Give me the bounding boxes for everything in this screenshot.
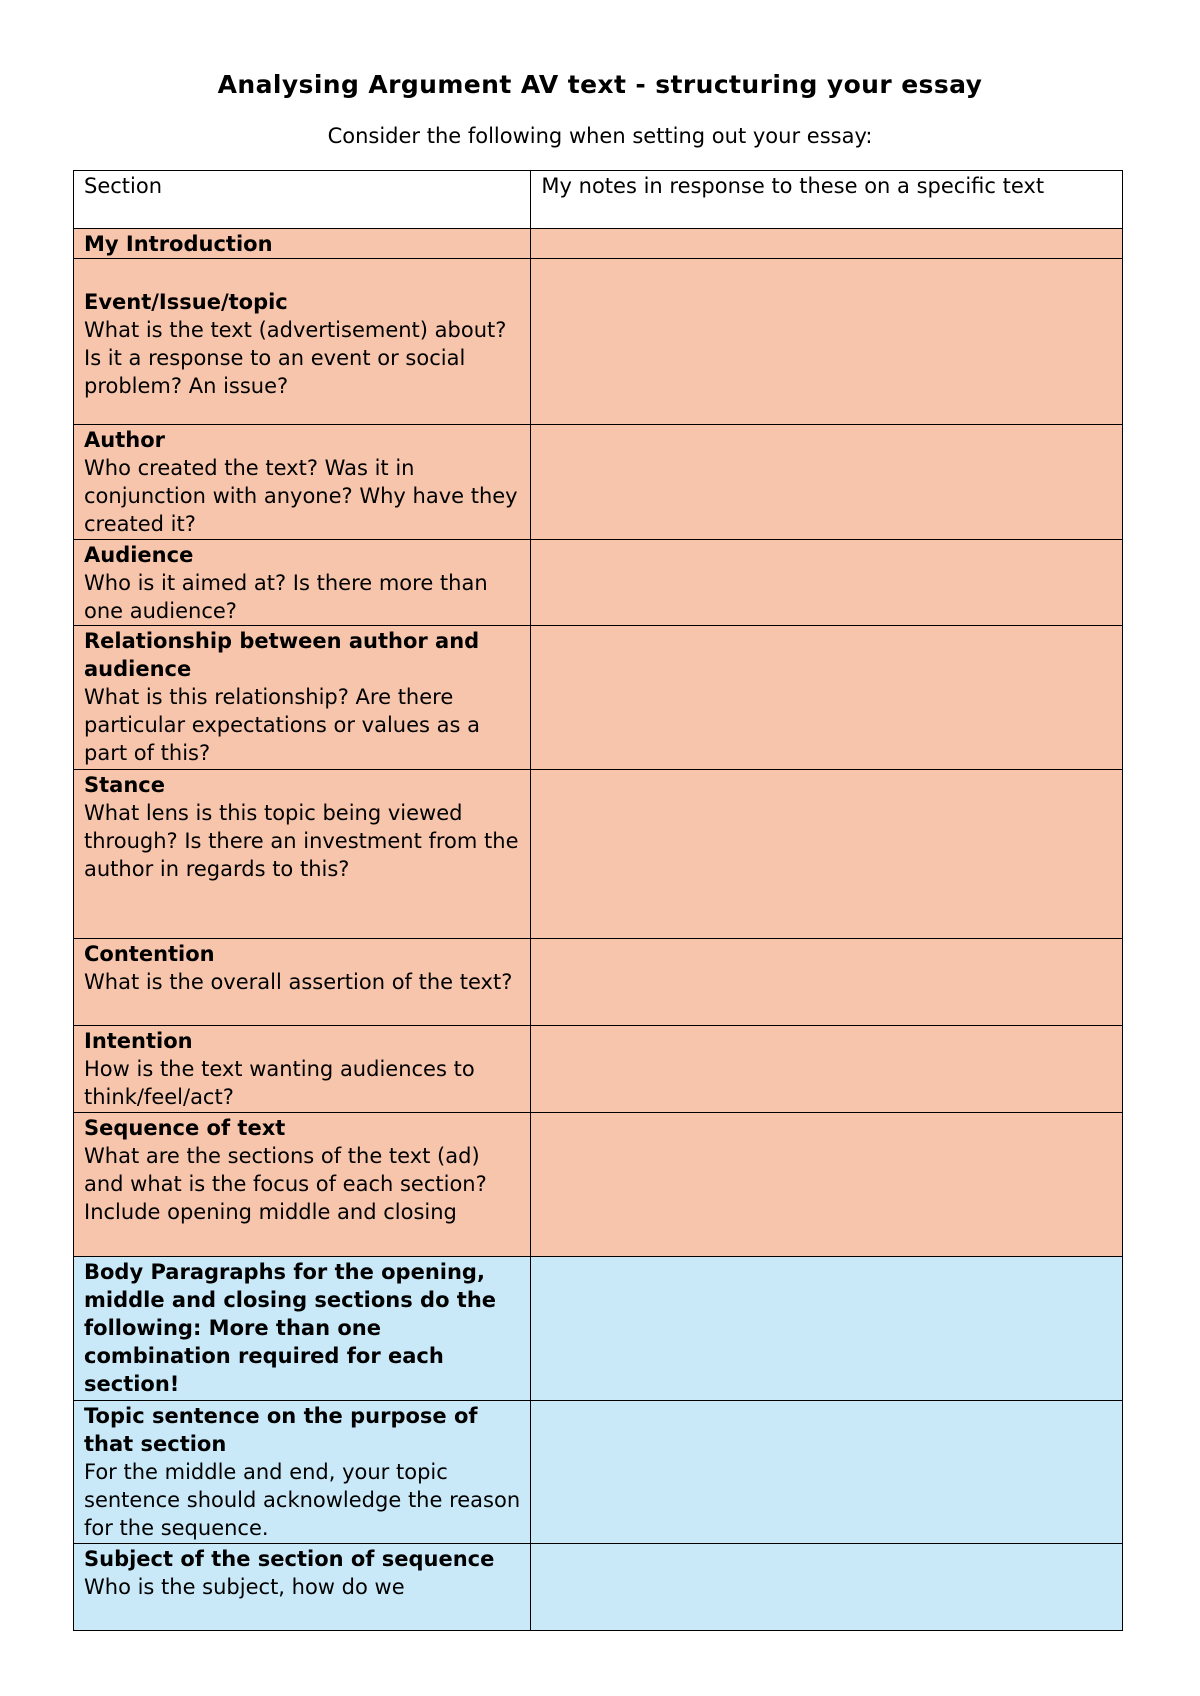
table-row xyxy=(74,939,1123,1026)
essay-structure-table xyxy=(73,170,1123,1631)
notes-cell[interactable] xyxy=(531,425,1123,540)
notes-cell[interactable] xyxy=(531,1113,1123,1257)
table-row xyxy=(74,770,1123,939)
section-heading: Intention xyxy=(84,1029,193,1053)
section-cell xyxy=(74,1401,531,1544)
header-notes: My notes in response to these on a specific text xyxy=(531,171,1123,229)
section-heading: Stance xyxy=(84,773,165,797)
section-description: What is this relationship? Are there particular expectations or values as a part of this? xyxy=(84,685,480,765)
table-row xyxy=(74,626,1123,770)
section-cell xyxy=(74,770,531,939)
table-row xyxy=(74,1026,1123,1113)
table-row xyxy=(74,1401,1123,1544)
table-row xyxy=(74,540,1123,626)
section-description: How is the text wanting audiences to think/feel/act? xyxy=(84,1057,475,1109)
section-heading: Relationship between author and audience xyxy=(84,629,480,681)
section-cell xyxy=(74,939,531,1026)
section-heading: Topic sentence on the purpose of that section xyxy=(84,1404,478,1456)
document-title: Analysing Argument AV text - structuring your essay xyxy=(217,70,983,99)
notes-cell[interactable] xyxy=(531,1026,1123,1113)
section-description: Who is the subject, how do we xyxy=(84,1575,405,1599)
section-description: For the middle and end, your topic sentence should acknowledge the reason for the sequence. xyxy=(84,1460,521,1540)
section-cell xyxy=(74,1257,531,1401)
section-heading: Audience xyxy=(84,543,194,567)
section-cell xyxy=(74,1026,531,1113)
section-cell xyxy=(74,259,531,425)
table-row xyxy=(74,425,1123,540)
header-section: Section xyxy=(74,171,531,229)
section-cell xyxy=(74,540,531,626)
section-heading: Event/Issue/topic xyxy=(84,290,288,314)
section-cell xyxy=(74,1544,531,1631)
notes-cell[interactable] xyxy=(531,1257,1123,1401)
document-subtitle: Consider the following when setting out your essay: xyxy=(327,124,873,148)
notes-cell[interactable] xyxy=(531,1544,1123,1631)
section-description: Who created the text? Was it in conjunction with anyone? Why have they created it? xyxy=(84,456,518,536)
table-row xyxy=(74,1113,1123,1257)
section-description: Who is it aimed at? Is there more than one audience? xyxy=(84,571,488,623)
table-row xyxy=(74,1257,1123,1401)
section-description: What are the sections of the text (ad) and what is the focus of each section? Include opening middle and closing xyxy=(84,1144,487,1224)
section-description: What is the text (advertisement) about? Is it a response to an event or social problem? An issue? xyxy=(84,318,507,398)
section-cell xyxy=(74,425,531,540)
notes-cell[interactable] xyxy=(531,626,1123,770)
notes-cell[interactable] xyxy=(531,770,1123,939)
table-row xyxy=(74,229,1123,259)
notes-cell[interactable] xyxy=(531,229,1123,259)
section-description: What lens is this topic being viewed through? Is there an investment from the author in regards to this? xyxy=(84,801,519,881)
section-heading: Contention xyxy=(84,942,215,966)
notes-cell[interactable] xyxy=(531,540,1123,626)
section-heading: Author xyxy=(84,428,165,452)
notes-cell[interactable] xyxy=(531,1401,1123,1544)
section-heading: Body Paragraphs for the opening, middle and closing sections do the following: More than one combination required for each section! xyxy=(84,1260,497,1396)
section-heading: My Introduction xyxy=(84,232,273,256)
section-cell xyxy=(74,229,531,259)
section-heading: Sequence of text xyxy=(84,1116,286,1140)
notes-cell[interactable] xyxy=(531,259,1123,425)
table-row xyxy=(74,259,1123,425)
section-cell xyxy=(74,626,531,770)
notes-cell[interactable] xyxy=(531,939,1123,1026)
section-heading: Subject of the section of sequence xyxy=(84,1547,495,1571)
table-header-row xyxy=(74,171,1123,229)
section-cell xyxy=(74,1113,531,1257)
section-description: What is the overall assertion of the text? xyxy=(84,970,513,994)
table-row xyxy=(74,1544,1123,1631)
